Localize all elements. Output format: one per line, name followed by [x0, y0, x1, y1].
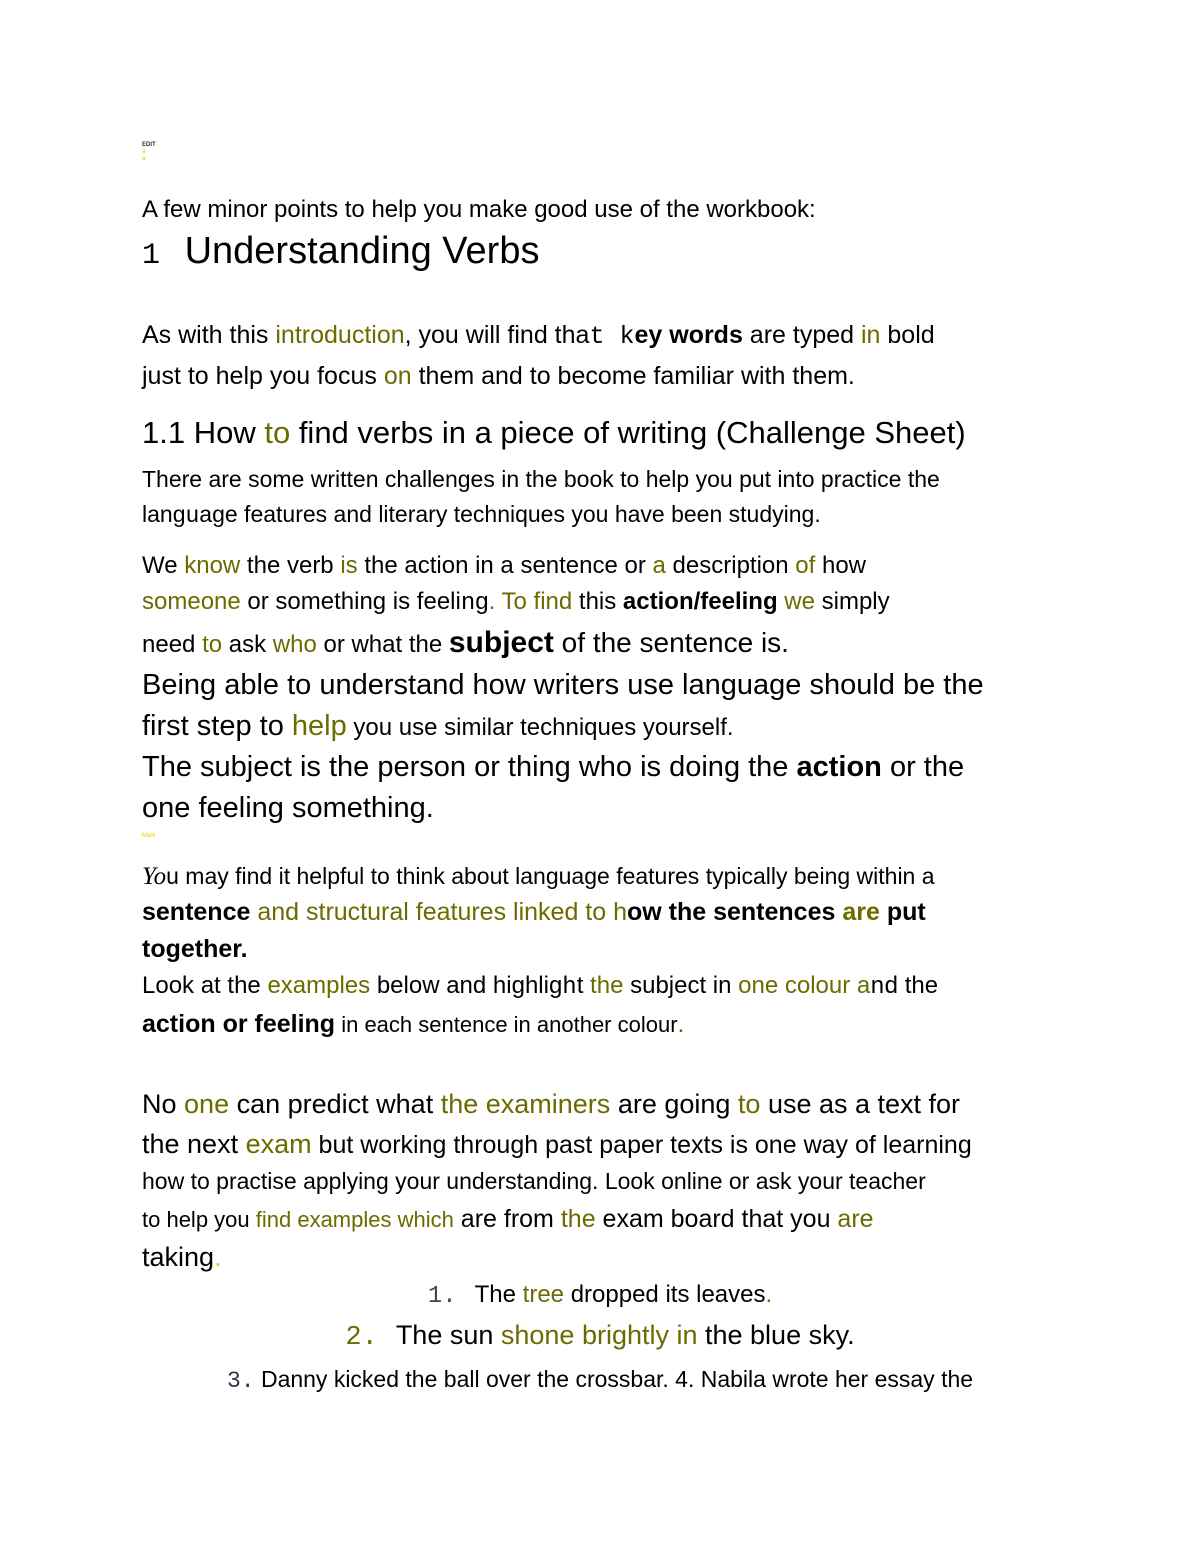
tiny-mark: a	[142, 156, 146, 162]
para3-line4: Being able to understand how writers use language should be the	[142, 669, 984, 701]
example-3: 3. Danny kicked the ball over the crossbar. 4. Nabila wrote her essay the	[226, 1366, 974, 1394]
para1-line1: As with this introduction, you will find that key words are typed in bold	[142, 321, 935, 351]
para5-line3: how to practise applying your understanding. Look online or ask your teacher	[142, 1168, 926, 1194]
para3-line6: The subject is the person or thing who is doing the action or the	[142, 751, 965, 783]
para4-line4: Look at the examples below and highlight the subject in one colour and the	[142, 972, 939, 1001]
para3-line2: someone or something is feeling. To find this action/feeling we simply	[142, 588, 890, 617]
para4-line1: You may find it helpful to think about language features typically being within a	[142, 863, 935, 890]
para3-line5: first step to help you use similar techniques yourself.	[142, 710, 734, 742]
heading-title: Understanding Verbs	[184, 230, 540, 272]
example-1: 1. The tree dropped its leaves.	[427, 1281, 773, 1310]
para4-line3: together.	[142, 935, 248, 963]
para5-line4: to help you find examples which are from the exam board that you are	[142, 1205, 874, 1233]
para2-line1: There are some written challenges in the book to help you put into practice the	[142, 466, 940, 492]
para5-line5: taking.	[142, 1242, 222, 1272]
para5-line2: the next exam but working through past paper texts is one way of learning	[142, 1129, 972, 1159]
example-2: 2. The sun shone brightly in the blue sky.	[345, 1320, 855, 1353]
para3-line7: one feeling something.	[142, 792, 434, 824]
para5-line1: No one can predict what the examiners are going to use as a text for	[142, 1089, 961, 1119]
para3-line3: need to ask who or what the subject of the sentence is.	[142, 626, 789, 659]
intro-line: A few minor points to help you make good use of the workbook:	[142, 196, 816, 223]
para1-line2: just to help you focus on them and to become familiar with them.	[142, 362, 855, 390]
para4-line5: action or feeling in each sentence in another colour.	[142, 1010, 685, 1038]
heading-how-to-find-verbs: 1.1 How to find verbs in a piece of writing (Challenge Sheet)	[142, 415, 966, 450]
para2-line2: language features and literary techniques you have been studying.	[142, 501, 821, 529]
tiny-mark: a	[142, 149, 146, 155]
para3-line1: We know the verb is the action in a sentence or a description of how	[142, 552, 867, 579]
para4-line2: sentence and structural features linked to how the sentences are put	[142, 898, 926, 926]
tiny-mark: Mark	[142, 833, 156, 839]
tiny-mark: EDIT	[142, 142, 156, 148]
heading-number: 1	[142, 239, 161, 273]
heading-understanding-verbs	[142, 232, 539, 271]
